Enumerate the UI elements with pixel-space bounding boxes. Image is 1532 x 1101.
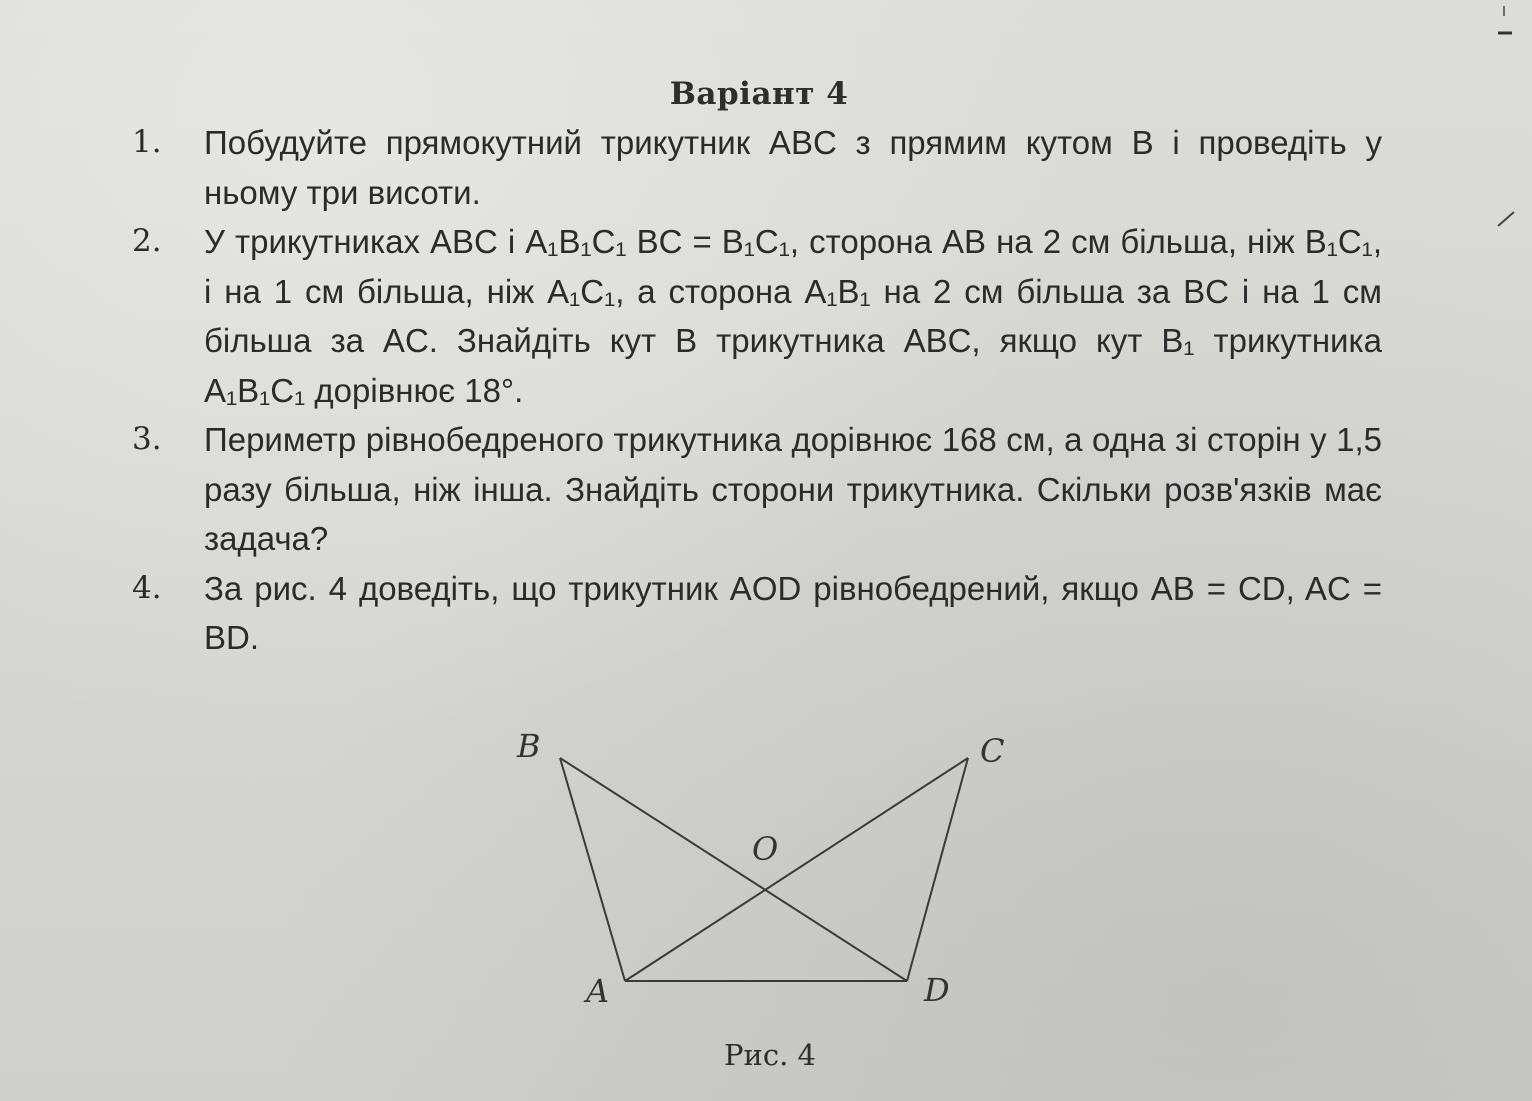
figure-caption: Рис. 4: [724, 1038, 816, 1072]
problem-4: [132, 564, 1382, 663]
segment-ab: [560, 758, 625, 981]
segment-bd: [560, 758, 907, 981]
problem-3: [132, 415, 1382, 564]
problem-number: 2.: [132, 223, 162, 259]
variant-title: Варіант 4: [669, 76, 849, 112]
problem-number: 4.: [132, 569, 162, 606]
problem-text: За рис. 4 доведіть, що трикутник AOD рівнобедрений, якщо AB = CD, AC = BD.: [204, 569, 1382, 656]
problem-list: [132, 118, 1382, 663]
point-label-d: D: [924, 971, 950, 1009]
problem-1: [132, 118, 1382, 217]
geometry-diagram: [517, 727, 1020, 1028]
problem-text: Побудуйте прямокутний трикутник ABC з прямим кутом B і проведіть у ньому три висоти.: [204, 124, 1382, 211]
problem-text: Периметр рівнобедреного трикутника дорівнює 168 см, а одна зі сторін у 1,5 разу більша, ніж інша. Знайдіть сторони трикутника. Скільки розв'язків має задача?: [204, 421, 1382, 557]
point-label-a: A: [586, 972, 610, 1010]
problem-number: 3.: [132, 421, 162, 457]
point-label-b: B: [517, 727, 541, 765]
problem-text: У трикутниках ABC і A₁B₁C₁ BC = B₁C₁, сторона AB на 2 см більша, ніж B₁C₁, і на 1 см більша, ніж A₁C₁, а сторона A₁B₁ на 2 см більша за BC і на 1 см більша за AC. Знайдіть кут B трикутника ABC, якщо кут B₁ трикутника A₁B₁C₁ дорівнює 18°.: [204, 223, 1382, 409]
problem-number: 1.: [132, 124, 162, 160]
figure-4: [517, 727, 1020, 1088]
point-label-o: O: [752, 830, 779, 868]
problem-2: [132, 217, 1382, 415]
pen-stroke-mark: [1490, 0, 1530, 240]
point-label-c: C: [980, 732, 1005, 770]
